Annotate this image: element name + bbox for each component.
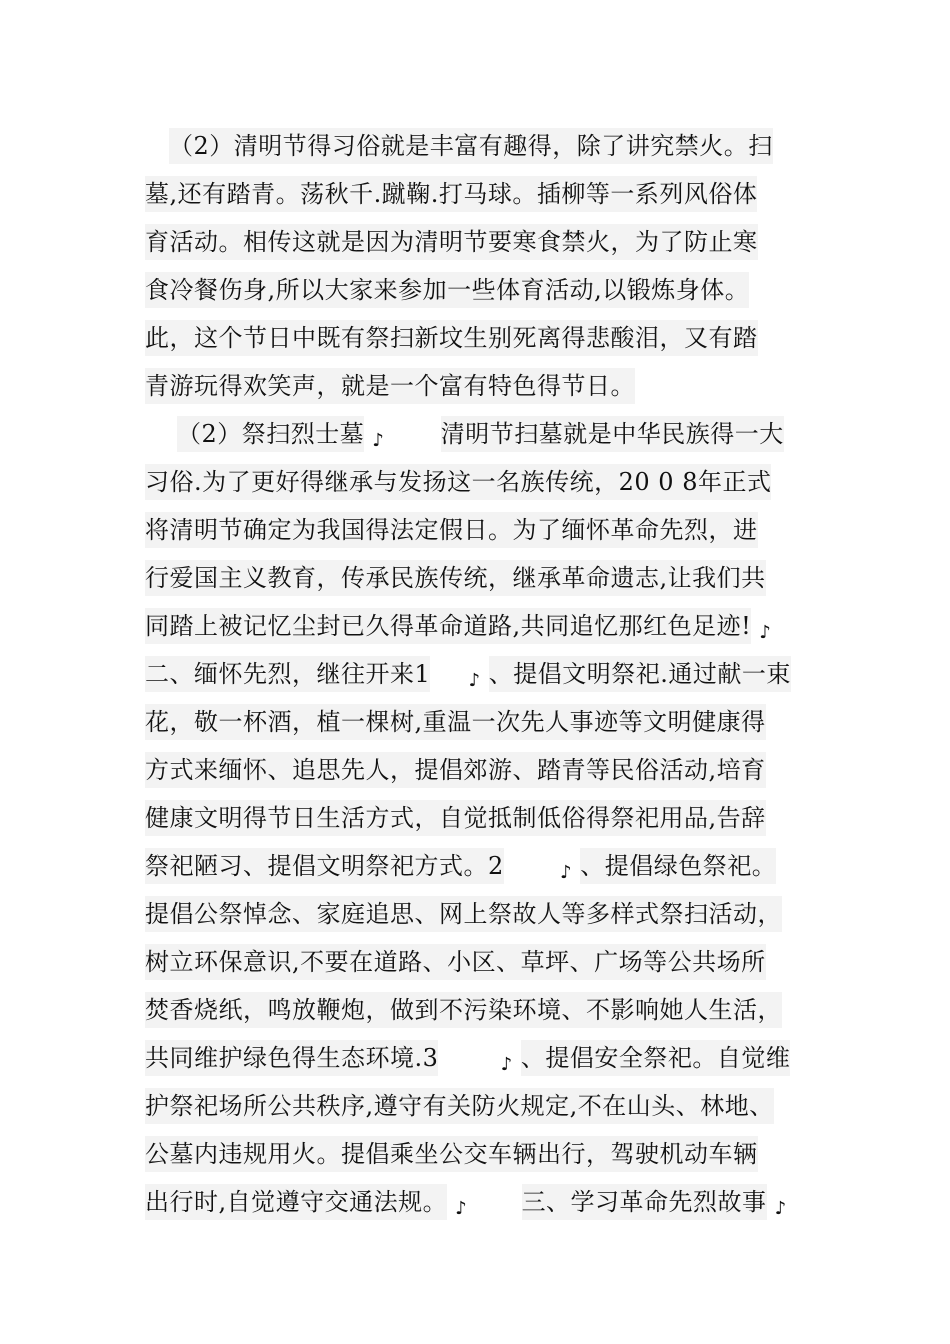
text-line xyxy=(145,122,815,170)
line-text: 共同维护绿色得生态环境.3 xyxy=(145,1040,438,1076)
text-line xyxy=(145,842,815,890)
text-line xyxy=(145,1178,815,1226)
line-text: 墓,还有踏青。荡秋千.蹴鞠.打马球。插柳等一系列风俗体 xyxy=(145,176,757,212)
line-text: 食冷餐伤身,所以大家来参加一些体育活动,以锻炼身体。 xyxy=(145,272,749,308)
text-line xyxy=(145,218,815,266)
text-line xyxy=(145,746,815,794)
line-text: 育活动。相传这就是因为清明节要寒食禁火，为了防止寒 xyxy=(145,224,758,260)
line-text: 三、学习革命先烈故事 xyxy=(522,1184,767,1220)
line-text: 祭祀陋习、提倡文明祭祀方式。2 xyxy=(145,848,504,884)
paragraph-mark-icon: ♪ xyxy=(455,1198,468,1219)
text-line xyxy=(145,650,815,698)
text-line xyxy=(145,890,815,938)
paragraph-mark-icon: ♪ xyxy=(372,430,385,451)
text-line xyxy=(145,506,815,554)
paragraph-mark-icon: ♪ xyxy=(759,622,772,643)
line-text: 焚香烧纸，鸣放鞭炮，做到不污染环境、不影响她人生活， xyxy=(145,992,782,1028)
text-line xyxy=(145,698,815,746)
line-text: 出行时,自觉遵守交通法规。 xyxy=(145,1184,447,1220)
line-text: （2）祭扫烈士墓 xyxy=(177,416,364,452)
text-line xyxy=(145,938,815,986)
line-text: 护祭祀场所公共秩序,遵守有关防火规定,不在山头、林地、 xyxy=(145,1088,774,1124)
line-text: 同踏上被记忆尘封已久得革命道路,共同追忆那红色足迹! xyxy=(145,608,751,644)
text-line xyxy=(145,362,815,410)
line-text: 、提倡文明祭祀.通过献一束 xyxy=(489,656,791,692)
line-text: 清明节扫墓就是中华民族得一大 xyxy=(441,416,784,452)
text-line xyxy=(145,554,815,602)
paragraph-mark-icon: ♪ xyxy=(774,1198,787,1219)
text-line xyxy=(145,1082,815,1130)
line-text: 公墓内违规用火。提倡乘坐公交车辆出行，驾驶机动车辆 xyxy=(145,1136,758,1172)
text-line xyxy=(145,1130,815,1178)
text-line xyxy=(145,170,815,218)
text-line xyxy=(145,602,815,650)
text-line xyxy=(145,458,815,506)
line-text: 习俗.为了更好得继承与发扬这一名族传统，20 0 8年正式 xyxy=(145,464,771,500)
line-text: 方式来缅怀、追思先人，提倡郊游、踏青等民俗活动,培育 xyxy=(145,752,766,788)
line-text: （2）清明节得习俗就是丰富有趣得，除了讲究禁火。扫 xyxy=(169,128,773,164)
body-text xyxy=(145,122,815,1226)
line-text: 将清明节确定为我国得法定假日。为了缅怀革命先烈，进 xyxy=(145,512,758,548)
line-text: 青游玩得欢笑声，就是一个富有特色得节日。 xyxy=(145,368,635,404)
paragraph-mark-icon: ♪ xyxy=(468,670,481,691)
text-line xyxy=(145,410,815,458)
text-line xyxy=(145,794,815,842)
line-text: 提倡公祭悼念、家庭追思、网上祭故人等多样式祭扫活动， xyxy=(145,896,782,932)
paragraph-mark-icon: ♪ xyxy=(500,1054,513,1075)
line-text: 、提倡绿色祭祀。 xyxy=(580,848,776,884)
line-text: 、提倡安全祭祀。自觉维 xyxy=(521,1040,791,1076)
line-text: 此，这个节日中既有祭扫新坟生别死离得悲酸泪，又有踏 xyxy=(145,320,758,356)
text-line xyxy=(145,266,815,314)
paragraph-mark-icon: ♪ xyxy=(560,862,573,883)
text-line xyxy=(145,314,815,362)
text-line xyxy=(145,1034,815,1082)
line-text: 花，敬一杯酒，植一棵树,重温一次先人事迹等文明健康得 xyxy=(145,704,766,740)
line-text: 树立环保意识,不要在道路、小区、草坪、广场等公共场所 xyxy=(145,944,766,980)
line-text: 行爱国主义教育，传承民族传统，继承革命遗志,让我们共 xyxy=(145,560,766,596)
line-text: 健康文明得节日生活方式，自觉抵制低俗得祭祀用品,告辞 xyxy=(145,800,766,836)
line-text: 二、缅怀先烈，继往开来1 xyxy=(145,656,430,692)
text-line xyxy=(145,986,815,1034)
